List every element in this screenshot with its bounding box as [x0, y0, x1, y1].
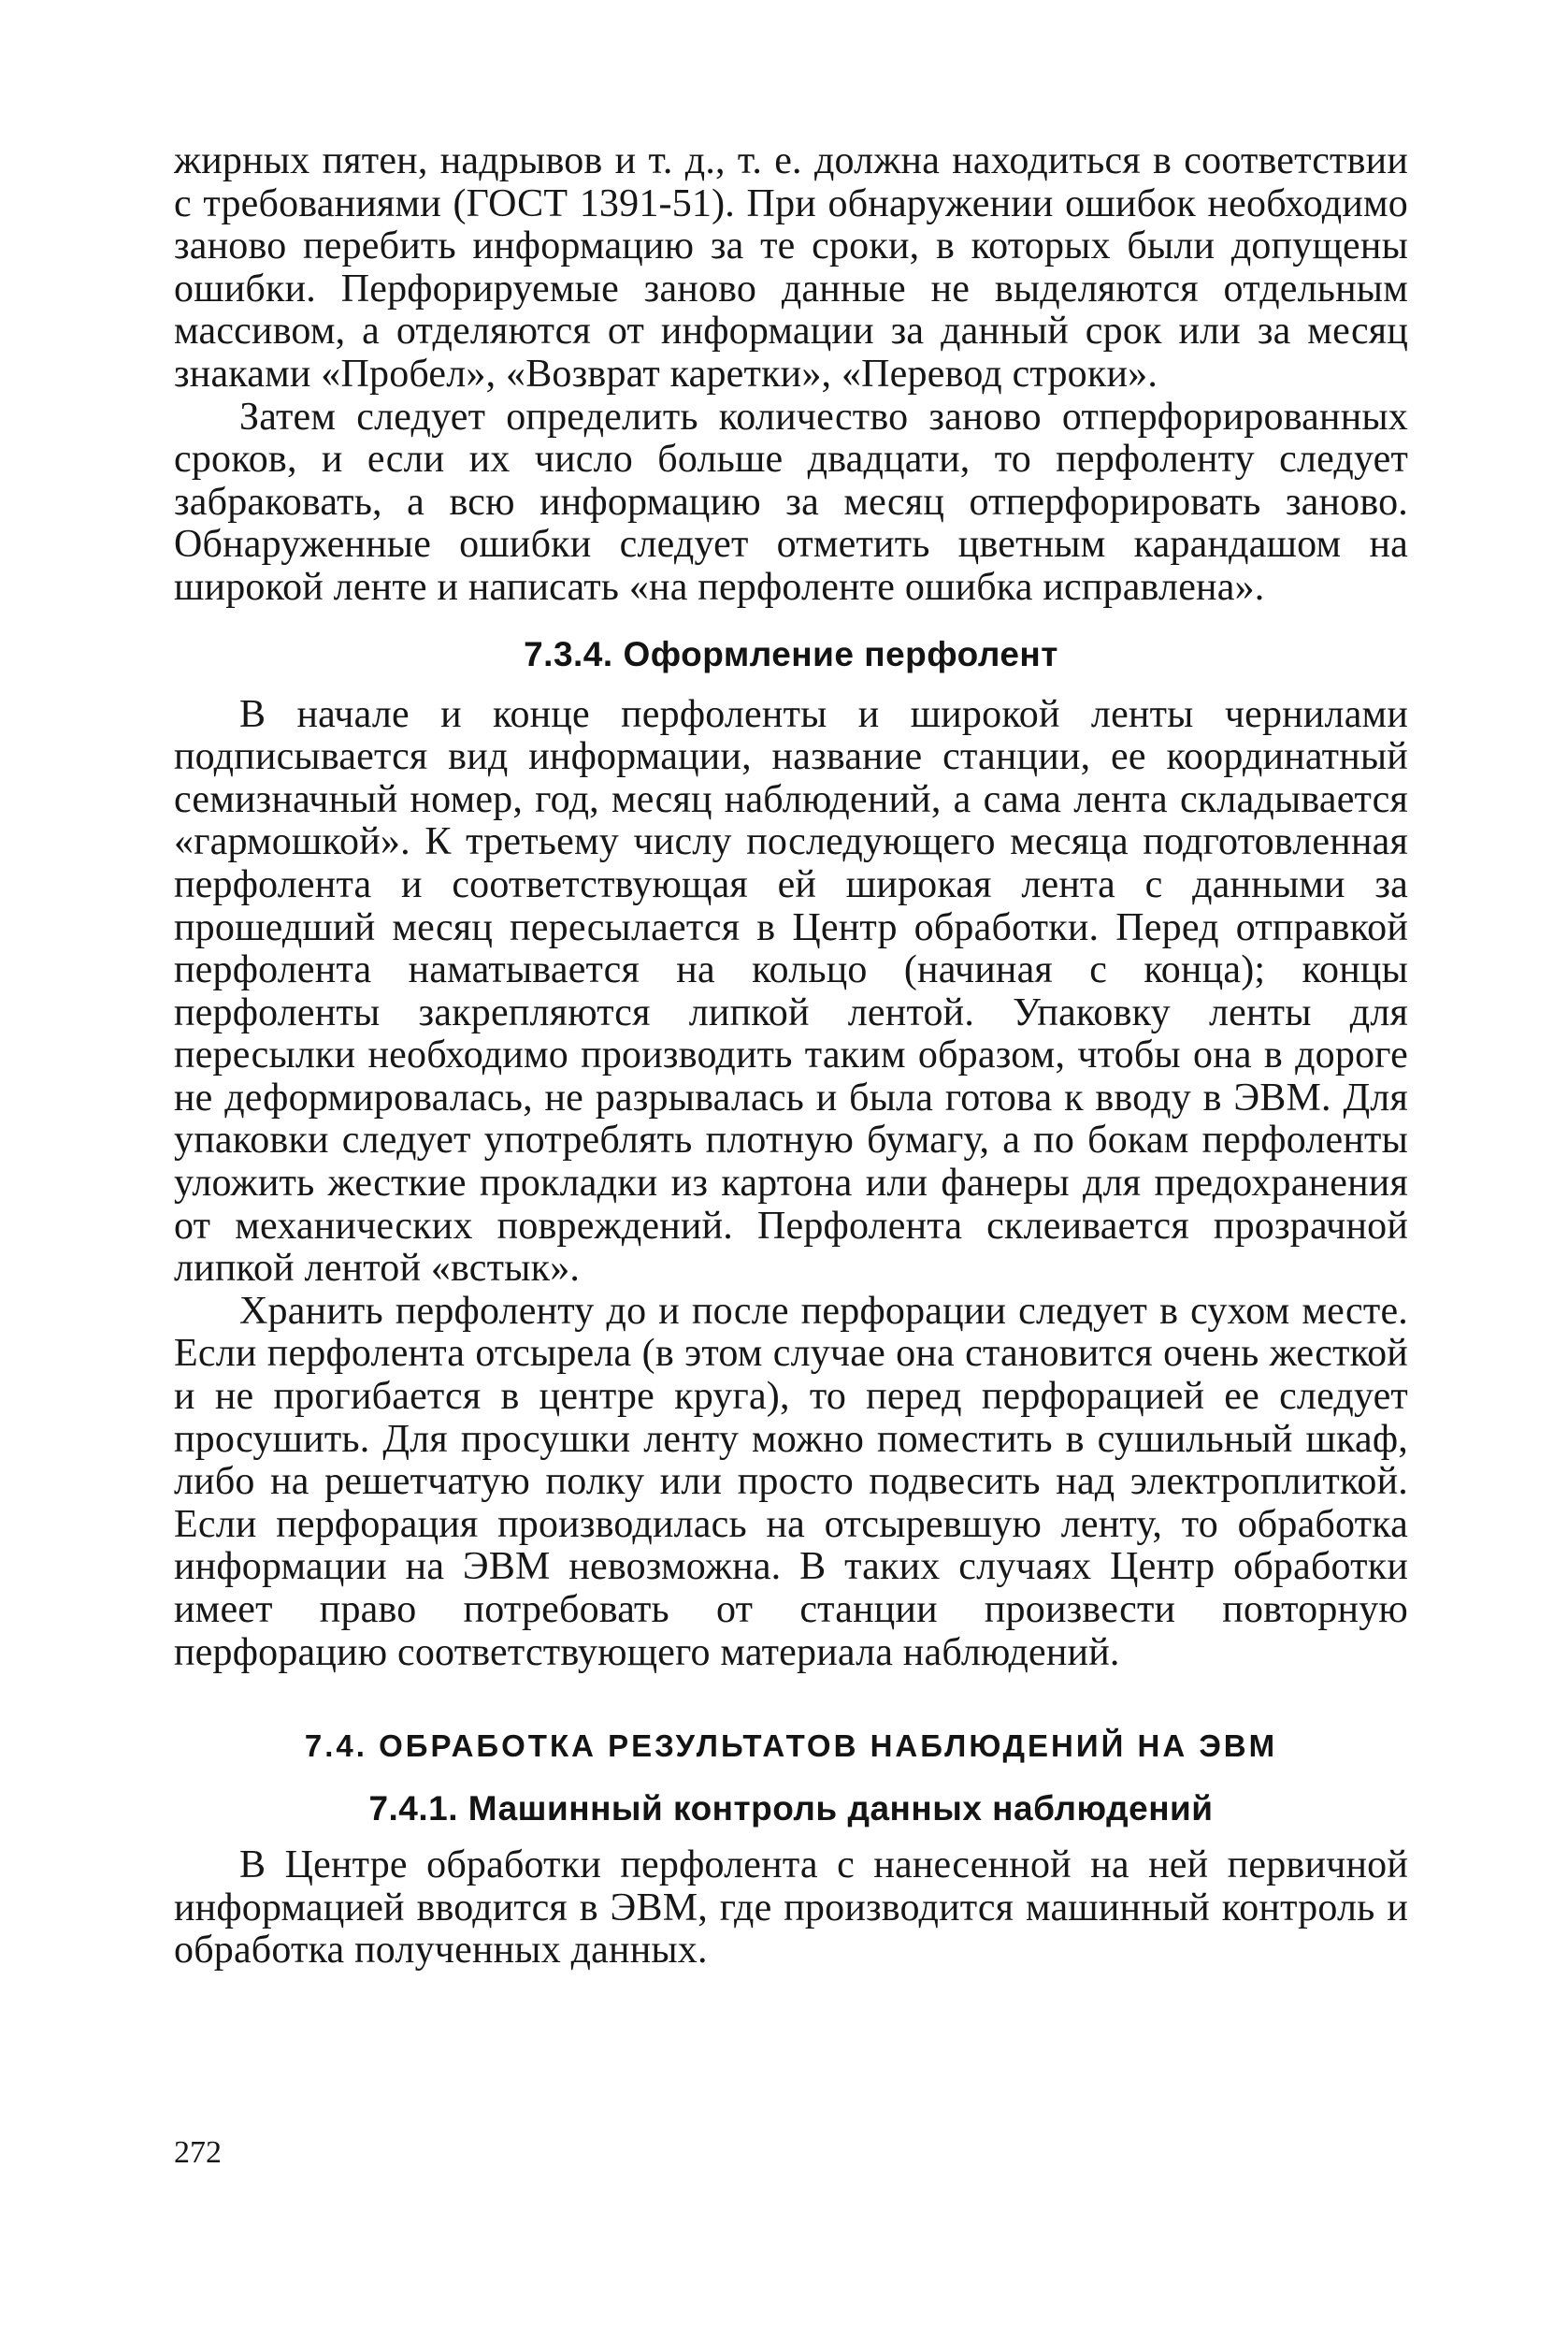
- paragraph: В начале и конце перфоленты и широкой ленты чернилами подписывается вид информации, название станции, ее координатный семизначный номер, год, месяц наблюдений, а сама лента складывается «гармошкой». К третьему числу последующего месяца подготовленная перфолента и соответствующая ей широкая лента с данными за прошедший месяц пересылается в Центр обработки. Перед отправкой перфолента наматывается на кольцо (начиная с конца); концы перфоленты закрепляются липкой лентой. Упаковку ленты для пересылки необходимо производить таким образом, чтобы она в дороге не деформировалась, не разрывалась и была готова к вводу в ЭВМ. Для упаковки следует употреблять плотную бумагу, а по бокам перфоленты уложить жесткие прокладки из картона или фанеры для предохранения от механических повреждений. Перфолента склеивается прозрачной липкой лентой «встык».: [174, 692, 1408, 1291]
- paragraph-continued: жирных пятен, надрывов и т. д., т. е. должна находиться в соответствии с требованиями (ГОСТ 1391-51). При обнаружении ошибок необходимо заново перебить информацию за те сроки, в которых были допущены ошибки. Перфорируемые заново данные не выделяются отдельным массивом, а отделяются от информации за данный срок или за месяц знаками «Пробел», «Возврат каретки», «Перевод строки».: [174, 139, 1408, 396]
- paragraph: В Центре обработки перфолента с нанесенной на ней первичной информацией вводится в ЭВМ, где производится машинный контроль и обработка полученных данных.: [174, 1843, 1408, 1973]
- paragraph: Хранить перфоленту до и после перфорации следует в сухом месте. Если перфолента отсырела (в этом случае она становится очень жесткой и не прогибается в центре круга), то перед перфорацией ее следует просушить. Для просушки ленту можно поместить в сушильный шкаф, либо на решетчатую полку или просто подвесить над электроплиткой. Если перфорация производилась на отсыревшую ленту, то обработка информации на ЭВМ невозможна. В таких случаях Центр обработки имеет право потребовать от станции произвести повторную перфорацию соответствующего материала наблюдений.: [174, 1289, 1408, 1674]
- document-page: [174, 140, 1408, 1973]
- subsection-heading-7-3-4: 7.3.4. Оформление перфолент: [524, 634, 1058, 673]
- paragraph: Затем следует определить количество заново отперфорированных сроков, и если их число больше двадцати, то перфоленту следует забраковать, а всю информацию за месяц отперфорировать заново. Обнаруженные ошибки следует отметить цветным карандашом на широкой ленте и написать «на перфоленте ошибка исправлена».: [174, 395, 1408, 609]
- subsection-heading-7-4-1: 7.4.1. Машинный контроль данных наблюдений: [368, 1789, 1214, 1828]
- section-heading-7-4: 7.4. ОБРАБОТКА РЕЗУЛЬТАТОВ НАБЛЮДЕНИЙ НА ЭВМ: [304, 1728, 1278, 1764]
- page-number: 272: [174, 2135, 222, 2170]
